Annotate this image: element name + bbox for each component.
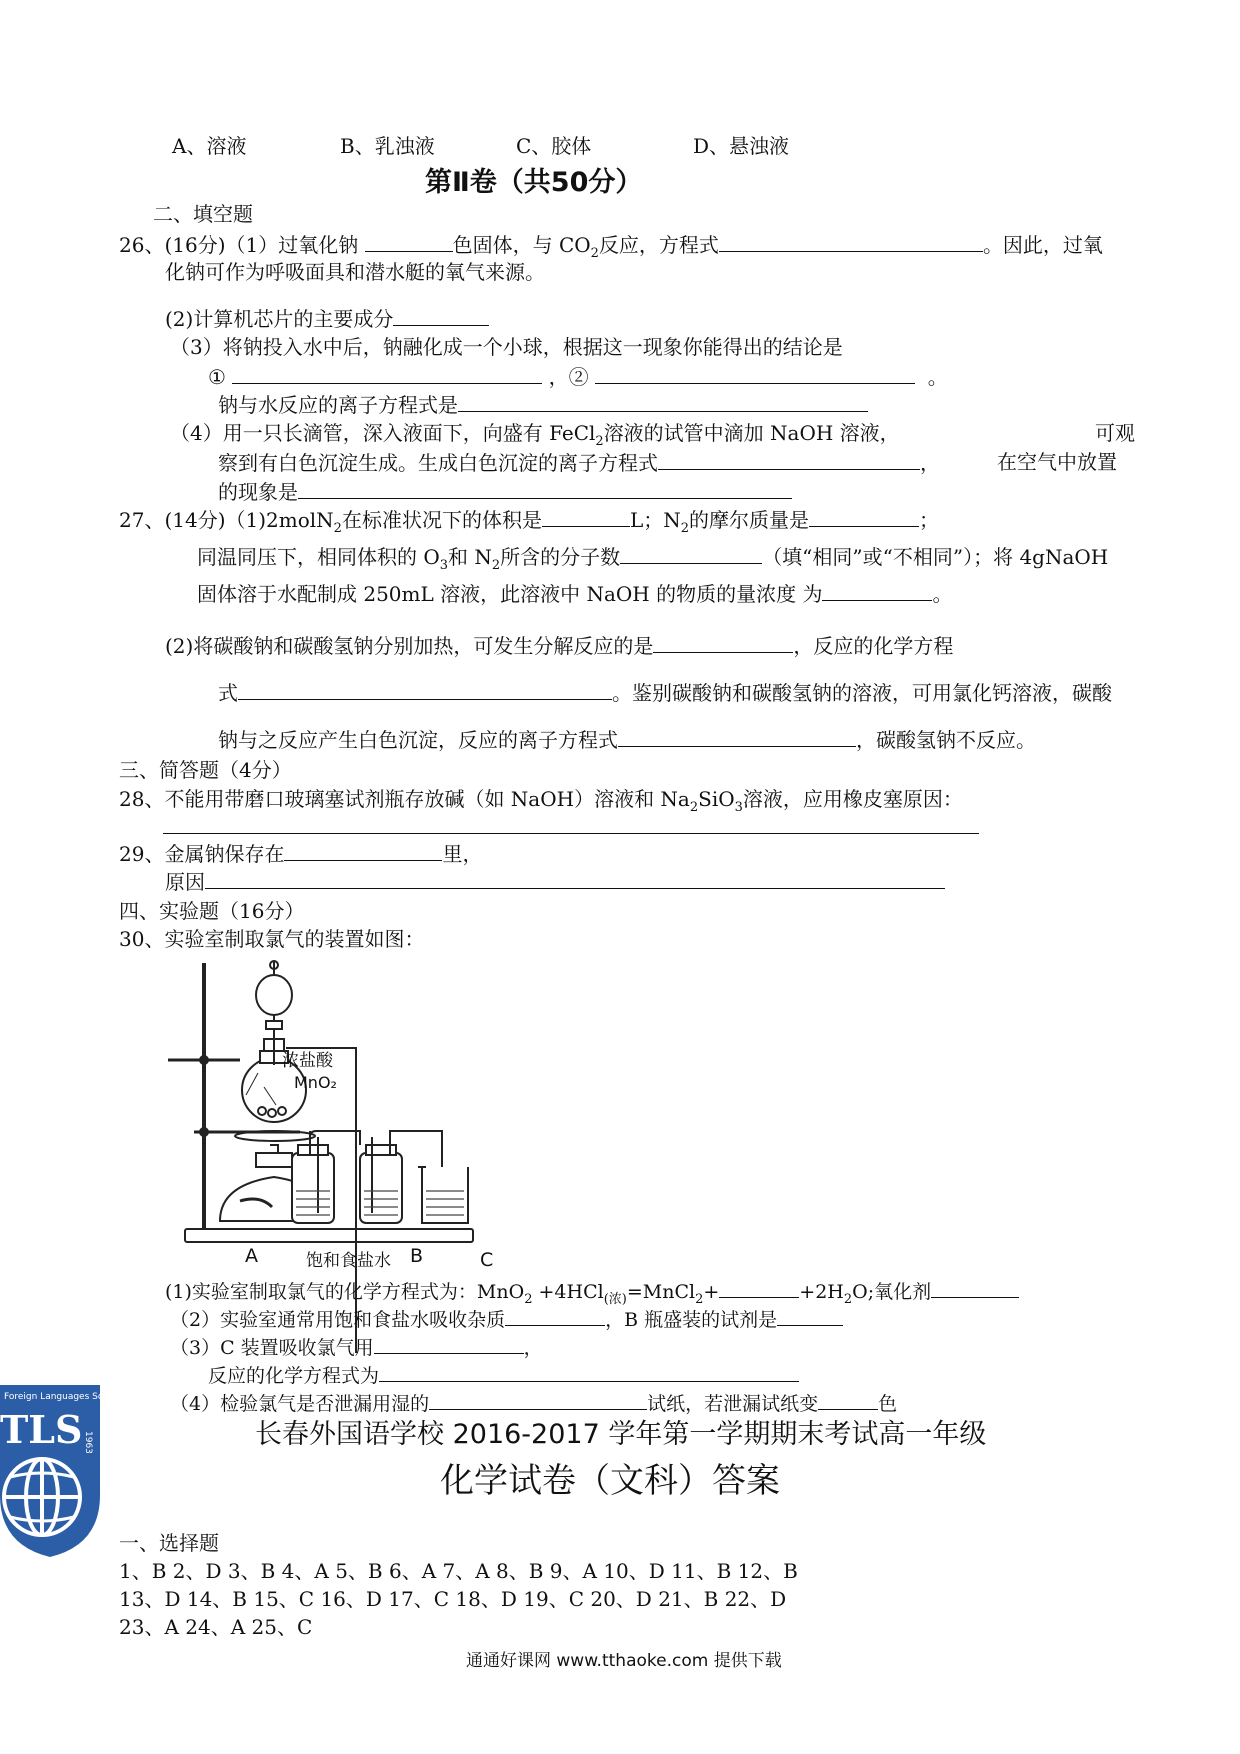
blank[interactable]: [379, 1361, 799, 1382]
q26-part4-d: 在空气中放置: [997, 450, 1117, 474]
section4-heading: 四、实验题（16分）: [119, 899, 305, 923]
answer-row-1: 1、B 2、D 3、B 4、A 5、B 6、A 7、A 8、B 9、A 10、D 11、B 12、B: [119, 1559, 798, 1583]
answer-row-2: 13、D 14、B 15、C 16、D 17、C 18、D 19、C 20、D 21、B 22、D: [119, 1587, 787, 1611]
option-c: C、胶体: [516, 134, 592, 158]
blank[interactable]: [822, 580, 932, 601]
q26-line2: 化钠可作为呼吸面具和潜水艇的氧气来源。: [165, 260, 545, 284]
blank[interactable]: [653, 632, 793, 653]
blank[interactable]: [595, 363, 915, 384]
blank[interactable]: [818, 1389, 878, 1410]
q30-part2: （2）实验室通常用饱和食盐水吸收杂质 ，B 瓶盛装的试剂是: [170, 1305, 843, 1333]
q26-part4-c: 察到有白色沉淀生成。生成白色沉淀的离子方程式 ，: [218, 451, 940, 475]
blank[interactable]: [393, 305, 489, 326]
q27-line1: 27、(14分)（1)2molN$_2$在标准状况下的体积是 L；$N_2$的摩尔质量是 ；: [119, 508, 940, 536]
logo-year: 1963: [83, 1431, 93, 1454]
q27-line3: 固体溶于水配制成 250mL 溶液，此溶液中 NaOH 的物质的量浓度 为 。: [197, 582, 953, 606]
q26-part3: （3）将钠投入水中后，钠融化成一个小球，根据这一现象你能得出的结论是: [170, 335, 843, 359]
blank[interactable]: [298, 478, 792, 499]
q26-part4-e: 的现象是: [218, 478, 792, 505]
answer-section: 一、选择题: [119, 1531, 219, 1555]
part2-title: 第Ⅱ卷（共50分）: [425, 167, 643, 198]
blank[interactable]: [809, 506, 919, 527]
blank[interactable]: [458, 391, 868, 412]
blank[interactable]: [658, 449, 920, 470]
label-c: C: [480, 1249, 494, 1271]
q27-part2-b: 式 。鉴别碳酸钠和碳酸氢钠的溶液，可用氯化钙溶液，碳酸: [218, 681, 1112, 705]
q30-part4: （4）检验氯气是否泄漏用湿的 试纸，若泄漏试纸变 色: [170, 1389, 897, 1417]
blank[interactable]: [931, 1277, 1019, 1298]
q26-ion: 钠与水反应的离子方程式是: [218, 391, 868, 418]
option-d: D、悬浊液: [693, 134, 790, 158]
label-a: A: [245, 1245, 258, 1267]
section2-heading: 二、填空题: [153, 202, 253, 226]
blank[interactable]: [365, 231, 453, 252]
q28-answer-line[interactable]: [163, 833, 979, 834]
q27-part2-c: 钠与之反应产生白色沉淀，反应的离子方程式 ，碳酸氢钠不反应。: [218, 728, 1036, 752]
q29-reason: 原因: [165, 868, 945, 895]
q28-text: 28、不能用带磨口玻璃塞试剂瓶存放碱（如 NaOH）溶液和 $Na_2SiO_3$溶液，应用橡皮塞原因：: [119, 787, 963, 815]
q30-intro: 30、实验室制取氯气的装置如图：: [119, 927, 425, 951]
blank[interactable]: [620, 543, 762, 564]
option-a: A、溶液: [172, 134, 247, 158]
answer-title-2: 化学试卷（文科）答案: [440, 1461, 780, 1501]
q26-conclusions: ① ，② 。: [208, 365, 948, 389]
label-acid: 浓盐酸: [282, 1051, 333, 1071]
section3-heading: 三、简答题（4分）: [119, 758, 292, 782]
apparatus-figure: [160, 955, 540, 1270]
blank[interactable]: [284, 840, 442, 861]
q29-line1: 29、金属钠保存在 里，: [119, 842, 483, 866]
label-mno2: MnO₂: [294, 1073, 337, 1092]
blank[interactable]: [777, 1305, 843, 1326]
q26-part4-a: （4）用一只长滴管，深入液面下，向盛有 FeCl$_2$溶液的试管中滴加 NaOH 溶液，: [170, 421, 900, 449]
answer-row-3: 23、A 24、A 25、C: [119, 1615, 313, 1639]
blank[interactable]: [429, 1389, 647, 1410]
answer-title-1: 长春外国语学校 2016-2017 学年第一学期期末考试高一年级: [255, 1419, 987, 1450]
blank[interactable]: [232, 363, 542, 384]
q27-line2: 同温同压下，相同体积的 $O_3$和 $N_2$所含的分子数 （填“相同”或“不相同”）；将 4gNaOH: [197, 545, 1109, 573]
blank[interactable]: [238, 679, 612, 700]
blank[interactable]: [505, 1305, 605, 1326]
q30-part3-a: （3）C 装置吸收氯气用 ，: [170, 1333, 543, 1361]
q27-part2-a: (2)将碳酸钠和碳酸氢钠分别加热，可发生分解反应的是 ，反应的化学方程: [165, 634, 954, 658]
blank[interactable]: [205, 868, 945, 889]
logo-letters: TLS: [0, 1407, 83, 1452]
option-b: B、乳浊液: [340, 134, 435, 158]
blank[interactable]: [719, 231, 983, 252]
q26-part4-b: 可观: [1095, 421, 1135, 445]
q30-part3-b: 反应的化学方程式为: [208, 1361, 799, 1389]
q30-part1: (1)实验室制取氯气的化学方程式为：MnO$_2$ +4HCl$_{(浓)}$=MnCl$_2$+ $+2H_2O$;氧化剂: [165, 1277, 1019, 1313]
q26-part2: (2)计算机芯片的主要成分: [165, 305, 489, 332]
label-b: B: [410, 1245, 424, 1267]
footer: 通通好课网 www.tthaoke.com 提供下载: [466, 1651, 782, 1671]
logo-arc-text: Foreign Languages School · changchun: [4, 1392, 181, 1402]
label-brine: 饱和食盐水: [306, 1251, 391, 1271]
blank[interactable]: [374, 1333, 524, 1354]
blank[interactable]: [542, 506, 630, 527]
blank[interactable]: [719, 1277, 799, 1298]
blank[interactable]: [618, 726, 856, 747]
q26-line1: 26、(16分)（1）过氧化钠 色固体，与 $CO_2$反应，方程式 。因此，过氧: [119, 233, 1103, 261]
